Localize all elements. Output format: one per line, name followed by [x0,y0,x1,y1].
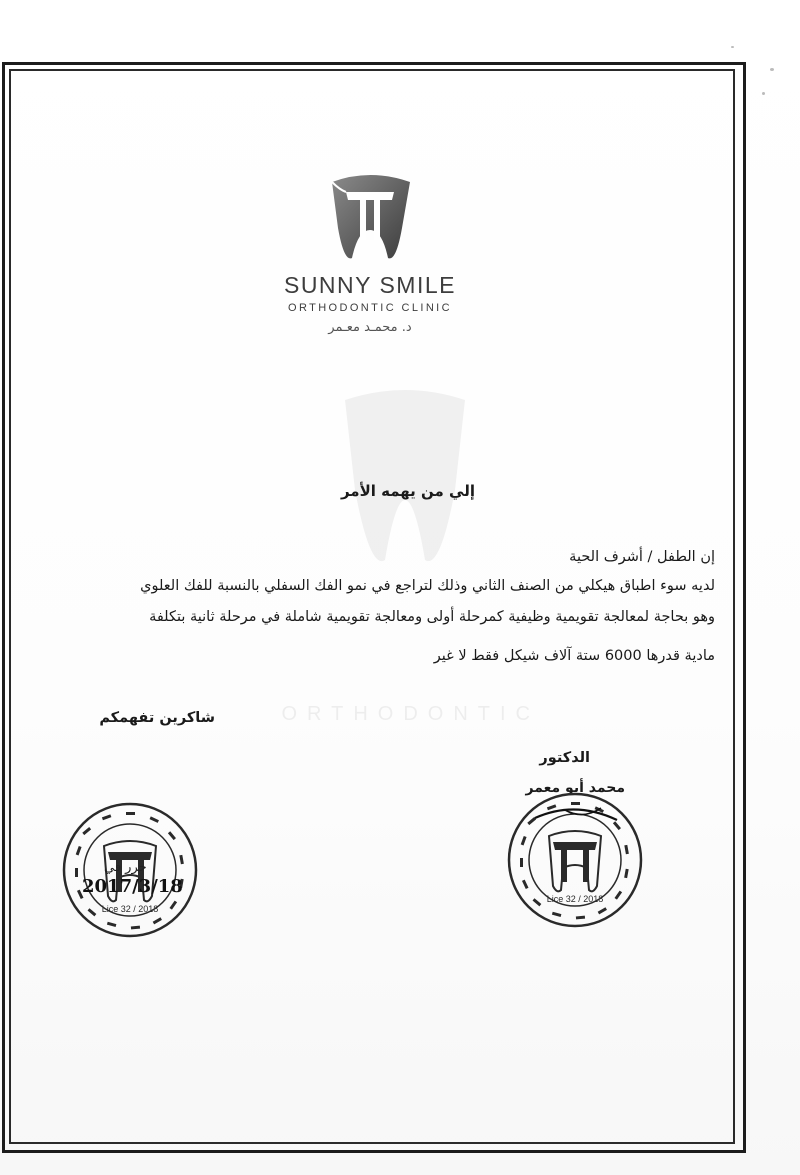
clinic-brand-name: SUNNY SMILE [283,272,456,298]
clinic-watermark-icon [330,380,480,580]
signature-title: الدكتور [539,750,590,766]
letter-closing: شاكرين تفهمكم [99,710,215,726]
letter-line: إن الطفل / أشرف الحية [569,549,715,565]
scan-speck [731,46,734,48]
svg-text:Lice 32 / 2018: Lice 32 / 2018 [546,894,604,904]
stamp-date-caption: حرر في [104,860,147,875]
signature-name: محمد أبو معمر [525,780,625,796]
handwritten-date: 2017/3/18 [82,876,183,897]
letter-line: مادية قدرها 6000 ستة آلاف شيكل فقط لا غير [433,648,715,664]
clinic-doctor-arabic: د. محمـد معـمر [328,320,412,335]
letter-line: لديه سوء اطباق هيكلي من الصنف الثاني وذلك لتراجع في نمو الفك السفلي بالنسبة للفك العلوي [140,578,715,594]
svg-text:Lice 32 / 2018: Lice 32 / 2018 [101,904,159,914]
clinic-subtitle: ORTHODONTIC CLINIC [287,302,452,314]
letterhead [260,170,480,335]
scan-speck [770,68,774,71]
clinic-stamp-right-icon [505,790,645,930]
letter-line: وهو بحاجة لمعالجة تقويمية وظيفية كمرحلة أولى ومعالجة تقويمية شاملة في مرحلة ثانية بتكلفة [149,609,715,625]
scan-speck [762,92,765,95]
tooth-logo-icon [322,170,418,262]
letter-heading: إلي من يهمه الأمر [340,482,475,500]
watermark-text: ORTHODONTIC [281,703,540,725]
